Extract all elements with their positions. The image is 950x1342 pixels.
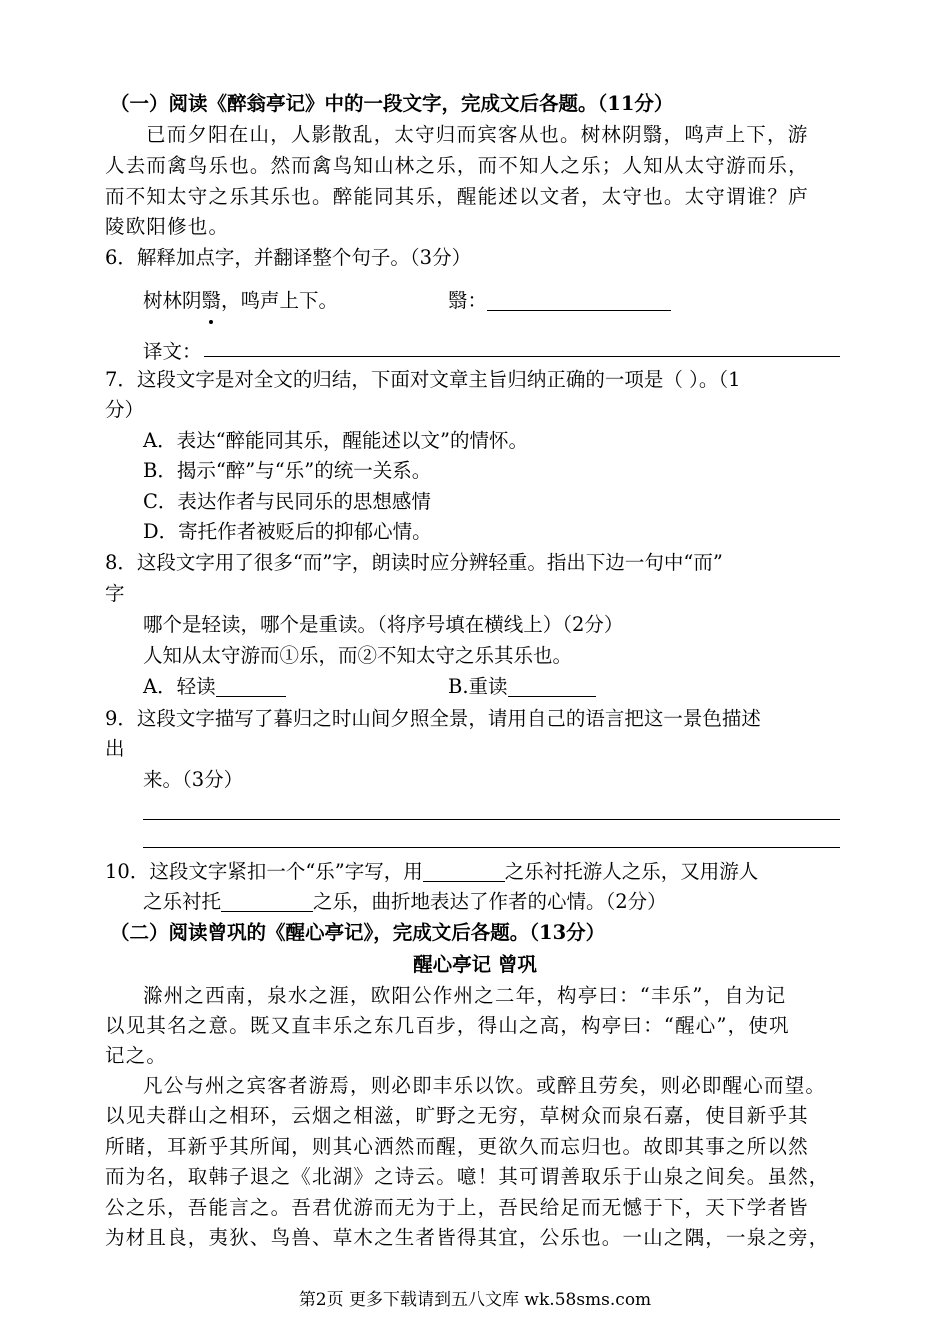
section1-heading: （一）阅读《醉翁亭记》中的一段文字，完成文后各题。（11分） xyxy=(110,92,674,115)
q6-sentence-pre: 树林阴 xyxy=(143,289,202,312)
q10-blank-2[interactable] xyxy=(221,889,313,912)
q8-answer-b xyxy=(448,673,596,701)
passage2-line-9: 为材且良，夷狄、鸟兽、草木之生者皆得其宜，公乐也。一山之隅，一泉之旁， xyxy=(105,1226,830,1249)
q6-translation-label: 译文： xyxy=(143,340,202,363)
passage2-line-2: 以见其名之意。既又直丰乐之东几百步，得山之高，构亭曰：“醒心”，使巩 xyxy=(105,1014,790,1037)
q9-stem-line-2: 出 xyxy=(105,737,125,760)
q7-option-a[interactable]: A．表达“醉能同其乐，醒能述以文”的情怀。 xyxy=(143,429,529,452)
q7-stem-line-2: 分） xyxy=(105,398,145,421)
q9-stem-line-1: 9．这段文字描写了暮归之时山间夕照全景，请用自己的语言把这一景色描述 xyxy=(105,707,761,730)
page-footer: 第2页 更多下载请到五八文库 wk.58sms.com xyxy=(298,1290,652,1310)
q8-stem-line-1: 8．这段文字用了很多“而”字，朗读时应分辨轻重。指出下边一句中“而” xyxy=(105,551,723,574)
passage1-line-2: 人去而禽鸟乐也。然而禽鸟知山林之乐，而不知人之乐；人知从太守游而乐， xyxy=(105,154,809,177)
passage2-line-3: 记之。 xyxy=(105,1044,168,1067)
q8-stem-line-3: 哪个是轻读，哪个是重读。（将序号填在横线上）（2分） xyxy=(143,613,624,636)
q10-line-2 xyxy=(143,888,667,916)
section2-heading: （二）阅读曾巩的《醒心亭记》，完成文后各题。（13分） xyxy=(110,921,606,944)
q10-blank-1[interactable] xyxy=(423,859,505,882)
q9-answer-line-2[interactable] xyxy=(143,847,840,848)
q10-line2-pre: 之乐衬托 xyxy=(143,890,222,913)
passage2-line-8: 公之乐，吾能言之。吾君优游而无为于上，吾民给足而无憾于下，天下学者皆 xyxy=(105,1196,809,1219)
q8-answer-a-label: A．轻读 xyxy=(143,675,216,698)
q6-word-label: 翳： xyxy=(448,289,488,312)
q6-sentence-post: ，鸣声上下。 xyxy=(221,289,339,312)
q6-word xyxy=(448,287,671,315)
q8-answer-a xyxy=(143,673,286,701)
passage2-line-4: 凡公与州之宾客者游焉，则必即丰乐以饮。或醉且劳矣，则必即醒心而望。 xyxy=(143,1074,827,1097)
q8-stem-line-2: 字 xyxy=(105,582,125,605)
q7-stem-line-1: 7．这段文字是对全文的归结，下面对文章主旨归纳正确的一项是（ ）。（1 xyxy=(105,368,741,391)
passage2-line-7: 而为名，取韩子退之《北湖》之诗云。噫！其可谓善取乐于山泉之间矣。虽然， xyxy=(105,1165,830,1188)
passage1-line-1: 已而夕阳在山，人影散乱，太守归而宾客从也。树林阴翳，鸣声上下，游 xyxy=(146,123,809,146)
q9-answer-line-1[interactable] xyxy=(143,819,840,820)
q8-answer-b-blank[interactable] xyxy=(508,674,596,697)
q6-translation-answer-line[interactable] xyxy=(204,356,840,357)
passage2-line-5: 以见夫群山之相环，云烟之相滋，旷野之无穷，草树众而泉石嘉，使目新乎其 xyxy=(105,1104,809,1127)
passage2-line-1: 滁州之西南，泉水之涯，欧阳公作州之二年，构亭曰：“丰乐”，自为记 xyxy=(143,984,787,1007)
q10-line2-post: 之乐，曲折地表达了作者的心情。（2分） xyxy=(313,890,667,913)
q6-stem: 6．解释加点字，并翻译整个句子。（3分） xyxy=(105,246,472,269)
q10-line1-pre: 10．这段文字紧扣一个“乐”字写，用 xyxy=(105,860,423,883)
passage1-line-3: 而不知太守之乐其乐也。醉能同其乐，醒能述以文者，太守也。太守谓谁？庐 xyxy=(105,185,809,208)
q7-option-c[interactable]: C．表达作者与民同乐的思想感情 xyxy=(143,490,431,513)
section2-title: 醒心亭记 曾巩 xyxy=(413,953,537,976)
passage1-line-4: 陵欧阳修也。 xyxy=(105,215,230,238)
q7-option-d[interactable]: D．寄托作者被贬后的抑郁心情。 xyxy=(143,520,432,543)
q8-answer-b-label: B.重读 xyxy=(448,675,508,698)
q8-sentence: 人知从太守游而①乐，而②不知太守之乐其乐也。 xyxy=(143,644,573,667)
q10-line1-post: 之乐衬托游人之乐，又用游人 xyxy=(504,860,759,883)
q10-line-1 xyxy=(105,858,758,886)
q9-stem-line-3: 来。（3分） xyxy=(143,768,244,791)
q8-answer-a-blank[interactable] xyxy=(216,674,286,697)
q6-sentence xyxy=(143,287,338,315)
passage2-line-6: 所睹，耳新乎其所闻，则其心洒然而醒，更欲久而忘归也。故即其事之所以然 xyxy=(105,1135,809,1158)
q6-dotted-char: 翳 xyxy=(202,287,222,315)
q6-word-answer-blank[interactable] xyxy=(487,288,671,311)
q7-option-b[interactable]: B．揭示“醉”与“乐”的统一关系。 xyxy=(143,459,432,482)
